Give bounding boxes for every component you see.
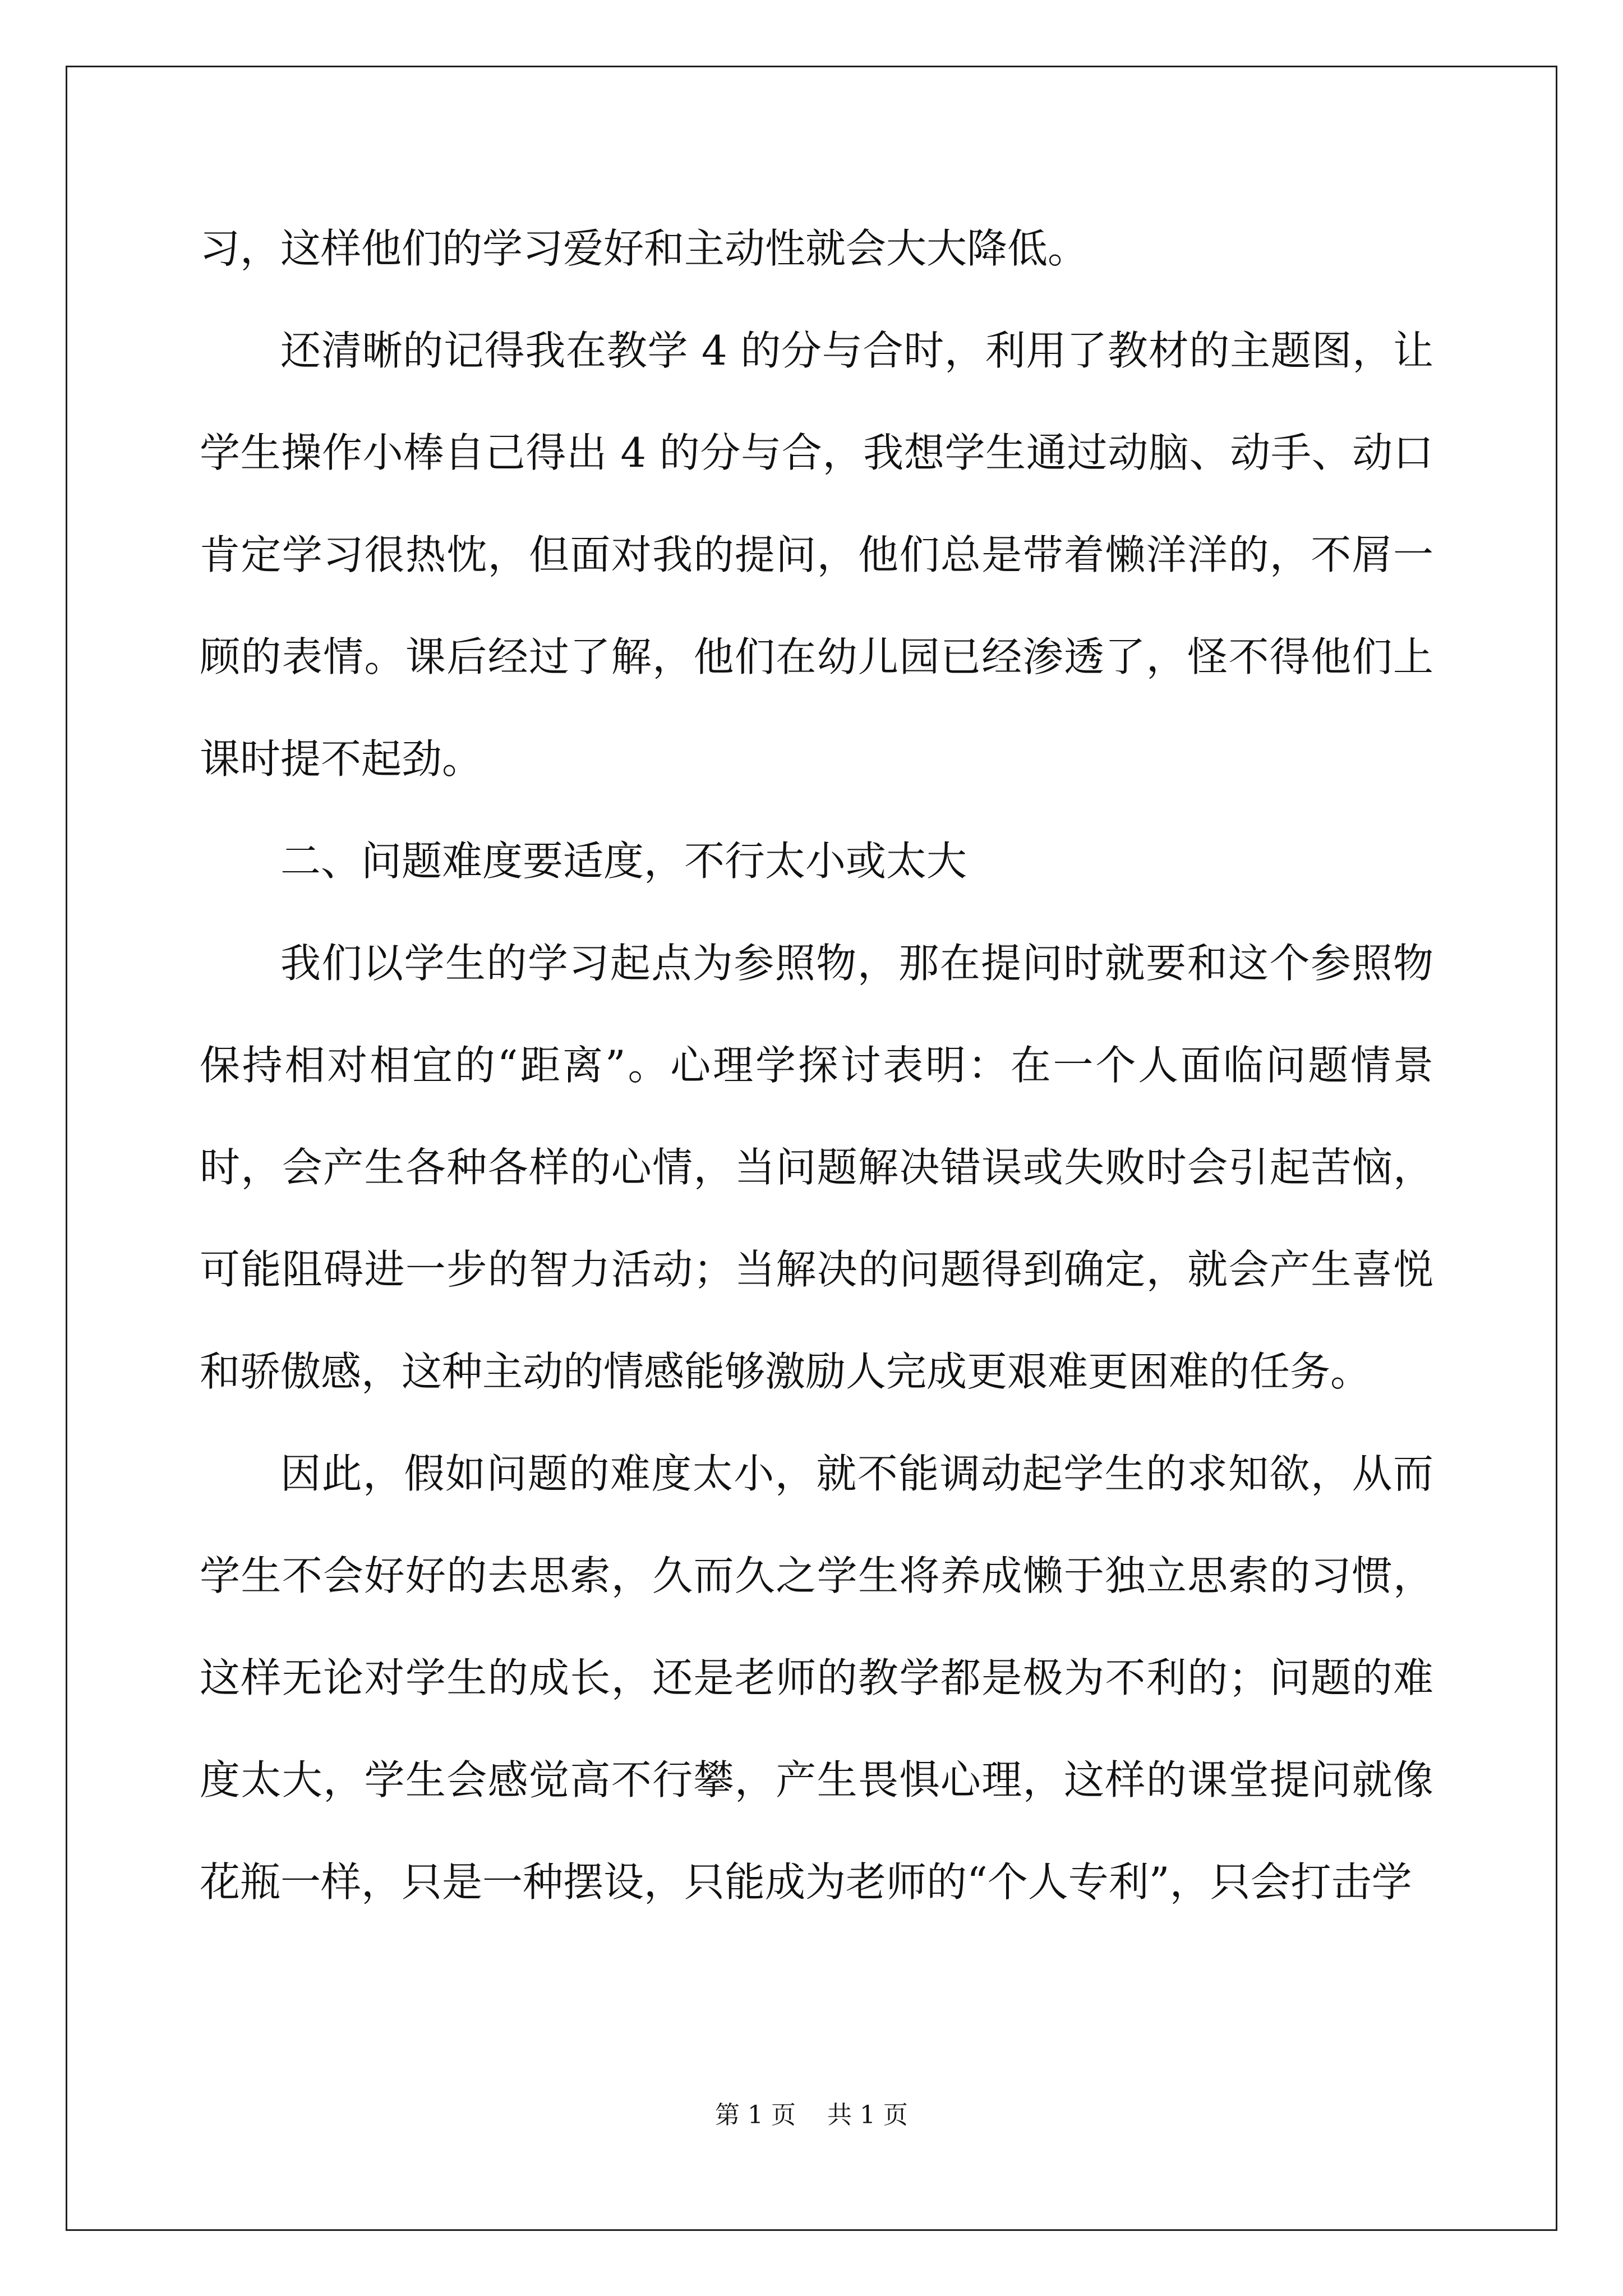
page-number-footer: 第 1 页 共 1 页 <box>715 2101 908 2129</box>
paragraph-4: 因此，假如问题的难度太小，就不能调动起学生的求知欲，从而学生不会好好的去思索，久而久之学生将养成懒于独立思索的习惯，这样无论对学生的成长，还是老师的教学都是极为不利的；问题的难度太大，学生会感觉高不行攀，产生畏惧心理，这样的课堂提问就像花瓶一样，只是一种摆设，只能成为老师的“个人专利”，只会打击学 <box>200 1450 1433 1906</box>
paragraph-2: 还清晰的记得我在教学 4 的分与合时，利用了教材的主题图，让学生操作小棒自己得出 4 的分与合，我想学生通过动脑、动手、动口肯定学习很热忱，但面对我的提问，他们总是带着懒洋洋的，不屑一顾的表情。课后经过了解，他们在幼儿园已经渗透了，怪不得他们上课时提不起劲。 <box>200 327 1433 783</box>
document-body <box>200 197 1433 1933</box>
paragraph-3: 我们以学生的学习起点为参照物，那在提问时就要和这个参照物保持相对相宜的“距离”。心理学探讨表明：在一个人面临问题情景时，会产生各种各样的心情，当问题解决错误或失败时会引起苦恼，可能阻碍进一步的智力活动；当解决的问题得到确定，就会产生喜悦和骄傲感，这种主动的情感能够激励人完成更艰难更困难的任务。 <box>200 940 1433 1395</box>
section-heading: 二、问题难度要适度，不行太小或太大 <box>280 838 967 885</box>
paragraph-1: 习，这样他们的学习爱好和主动性就会大大降低。 <box>200 225 1089 272</box>
